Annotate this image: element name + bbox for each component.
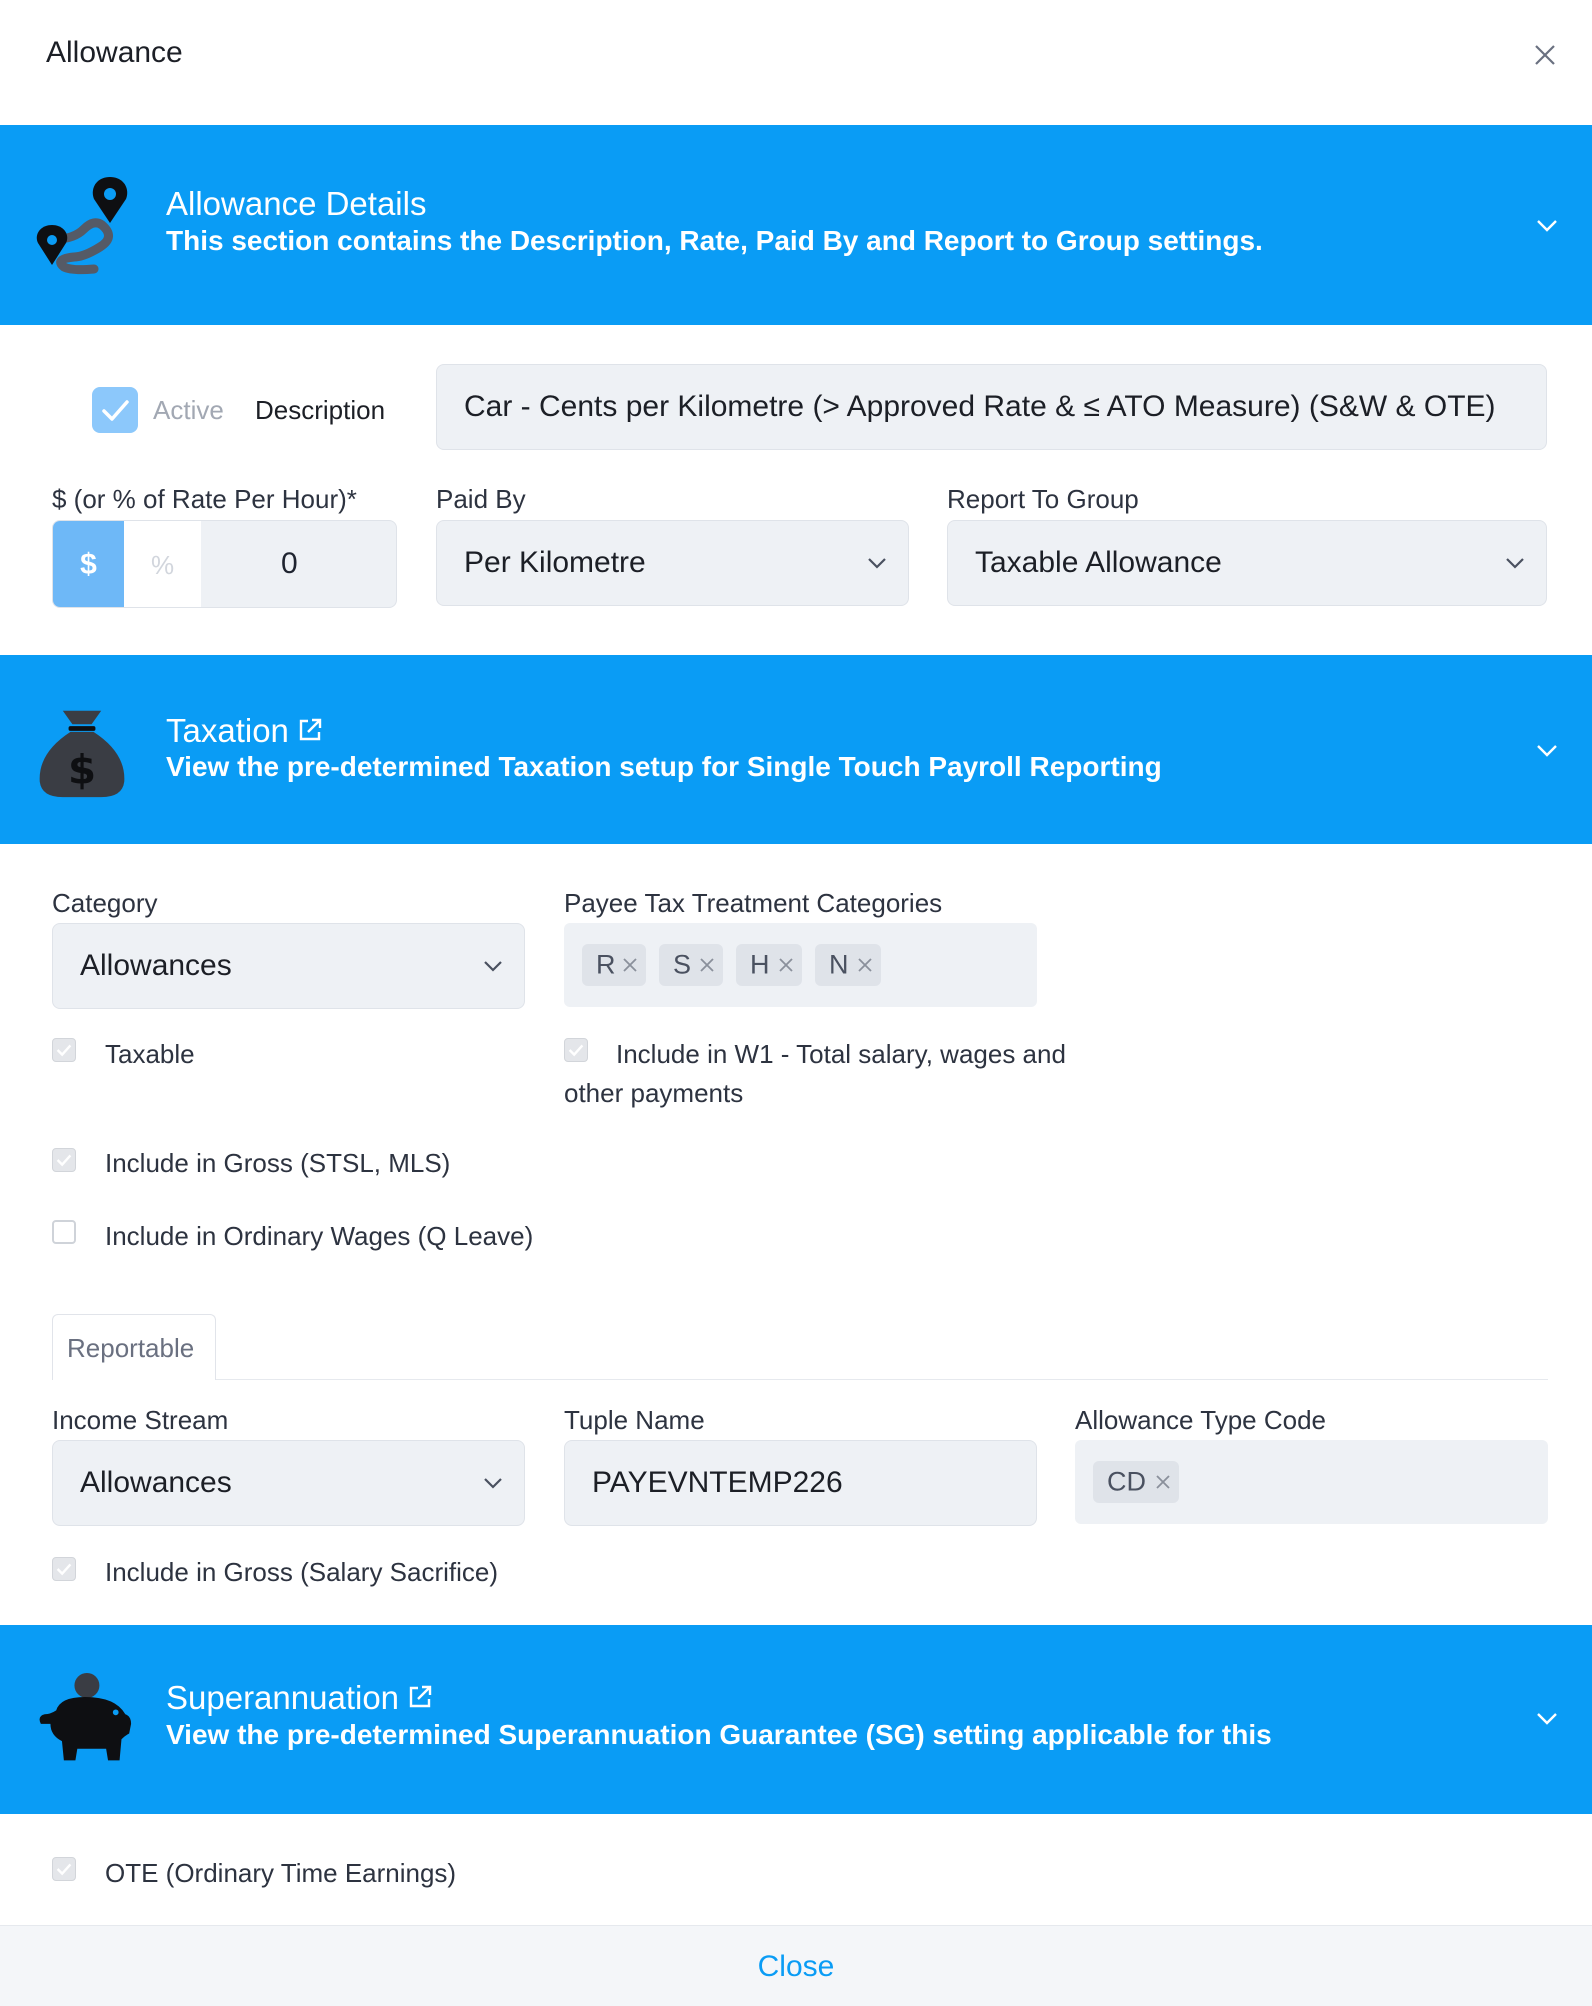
chevron-down-icon[interactable] (1532, 1703, 1562, 1733)
active-checkbox[interactable] (92, 387, 138, 433)
tab-reportable[interactable] (52, 1314, 216, 1380)
remove-tag-icon[interactable] (622, 957, 638, 973)
tab-divider (216, 1379, 1548, 1380)
close-button[interactable]: Close (757, 1950, 835, 1983)
w1-checkbox[interactable] (564, 1038, 588, 1062)
remove-tag-icon[interactable] (778, 957, 794, 973)
chevron-down-icon (864, 550, 890, 576)
remove-tag-icon[interactable] (1155, 1474, 1171, 1490)
gross-sacrifice-checkbox[interactable] (52, 1557, 76, 1581)
piggy-bank-icon (34, 1672, 136, 1768)
rate-label: $ (or % of Rate Per Hour)* (52, 484, 357, 514)
category-select[interactable] (52, 923, 525, 1009)
description-input[interactable] (436, 364, 1547, 450)
report-group-label: Report To Group (947, 484, 1139, 514)
payee-tag-n (815, 944, 881, 986)
tab-reportable-label: Reportable (67, 1333, 195, 1363)
active-label: Active (153, 395, 224, 425)
svg-text:$: $ (67, 746, 97, 794)
check-icon (92, 387, 138, 433)
rate-input-group (52, 520, 397, 608)
tuple-name-value: PAYEVNTEMP226 (592, 1466, 843, 1499)
taxation-subtitle: View the pre-determined Taxation setup for Single Touch Payroll Reporting (166, 751, 1162, 782)
type-code-label: Allowance Type Code (1075, 1405, 1327, 1435)
modal-title: Allowance (46, 36, 183, 69)
taxable-checkbox[interactable] (52, 1038, 76, 1062)
remove-tag-icon[interactable] (699, 957, 715, 973)
close-icon[interactable] (1530, 40, 1560, 70)
modal-footer (0, 1925, 1592, 2006)
allowance-details-title: Allowance Details (166, 185, 427, 222)
modal-header (0, 0, 1592, 125)
money-bag-icon (34, 705, 130, 801)
check-icon (565, 1039, 587, 1061)
description-label: Description (255, 395, 386, 425)
ote-checkbox[interactable] (52, 1857, 76, 1881)
report-group-select[interactable] (947, 520, 1547, 606)
rate-percent-toggle[interactable]: % (124, 521, 201, 608)
tuple-name-input[interactable] (564, 1440, 1037, 1526)
taxable-label: Taxable (105, 1039, 195, 1069)
chevron-down-icon (480, 953, 506, 979)
superannuation-banner[interactable] (0, 1625, 1592, 1814)
income-stream-value: Allowances (80, 1466, 232, 1499)
payee-tag-label: H (750, 949, 770, 980)
tuple-name-label: Tuple Name (564, 1405, 705, 1435)
gross-label: Include in Gross (STSL, MLS) (105, 1148, 451, 1178)
route-pin-icon (34, 177, 134, 277)
external-link-icon[interactable] (295, 715, 325, 745)
external-link-icon[interactable] (405, 1682, 435, 1712)
check-icon (53, 1039, 75, 1061)
w1-label-line2: other payments (564, 1078, 744, 1108)
category-label: Category (52, 888, 158, 918)
gross-sacrifice-label: Include in Gross (Salary Sacrifice) (105, 1557, 499, 1587)
ote-label: OTE (Ordinary Time Earnings) (105, 1858, 457, 1888)
chevron-down-icon[interactable] (1532, 210, 1562, 240)
taxation-banner[interactable] (0, 655, 1592, 844)
w1-label-line1: Include in W1 - Total salary, wages and (616, 1039, 1066, 1069)
taxation-title (166, 712, 325, 750)
payee-tag-label: S (673, 949, 692, 980)
chevron-down-icon (480, 1470, 506, 1496)
category-value: Allowances (80, 949, 232, 982)
taxation-title-text: Taxation (166, 712, 289, 749)
superannuation-subtitle: View the pre-determined Superannuation Guarantee (SG) setting applicable for this (166, 1719, 1272, 1750)
chevron-down-icon (1502, 550, 1528, 576)
paid-by-select[interactable] (436, 520, 909, 606)
superannuation-title (166, 1679, 435, 1717)
check-icon (53, 1858, 75, 1880)
payee-tag-label: N (829, 949, 849, 980)
check-icon (53, 1149, 75, 1171)
check-icon (53, 1558, 75, 1580)
income-stream-label: Income Stream (52, 1405, 229, 1435)
payee-tag-s (659, 944, 723, 986)
income-stream-select[interactable] (52, 1440, 525, 1526)
allowance-details-subtitle: This section contains the Description, Rate, Paid By and Report to Group settings. (166, 225, 1263, 256)
description-value: Car - Cents per Kilometre (> Approved Rate & ≤ ATO Measure) (S&W & OTE) (464, 390, 1496, 423)
allowance-details-banner[interactable] (0, 125, 1592, 325)
payee-tag-label: R (596, 949, 616, 980)
remove-tag-icon[interactable] (857, 957, 873, 973)
payee-tags-box[interactable] (564, 923, 1037, 1007)
payee-label: Payee Tax Treatment Categories (564, 888, 943, 918)
rate-value-input[interactable] (201, 521, 397, 608)
type-code-tag (1093, 1461, 1179, 1503)
type-code-tag-label: CD (1107, 1466, 1146, 1497)
gross-checkbox[interactable] (52, 1148, 76, 1172)
superannuation-title-text: Superannuation (166, 1679, 400, 1716)
chevron-down-icon[interactable] (1532, 735, 1562, 765)
paid-by-value: Per Kilometre (464, 546, 646, 579)
payee-tag-h (736, 944, 802, 986)
report-group-value: Taxable Allowance (975, 546, 1222, 579)
rate-value: 0 (281, 547, 298, 580)
type-code-box[interactable] (1075, 1440, 1548, 1524)
paid-by-label: Paid By (436, 484, 526, 514)
ordinary-wages-label: Include in Ordinary Wages (Q Leave) (105, 1221, 534, 1251)
ordinary-wages-checkbox[interactable] (52, 1220, 76, 1244)
payee-tag-r (582, 944, 646, 986)
rate-dollar-toggle[interactable]: $ (53, 521, 124, 608)
